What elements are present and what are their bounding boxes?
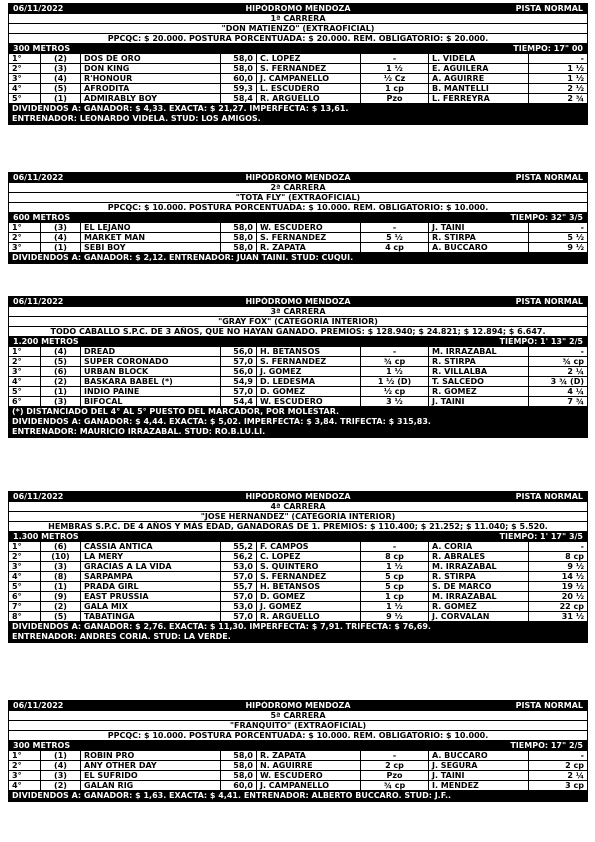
- jockey-name: W. ESCUDERO: [257, 397, 361, 406]
- result-row: [9, 357, 587, 367]
- winning-margin: ½ cp: [361, 387, 429, 396]
- result-row: [9, 347, 587, 357]
- track-condition: PISTA NORMAL: [515, 173, 583, 182]
- horse-name: MARKET MAN: [81, 233, 221, 242]
- race-summary-line: ENTRENADOR: MAURICIO IRRAZABAL. STUD: RO.B.LU.LI.: [9, 427, 587, 437]
- race-header: [9, 492, 587, 502]
- jockey-name: S. FERNANDEZ: [257, 233, 361, 242]
- cumulative-margin: 31 ½: [561, 612, 584, 621]
- track-condition: PISTA NORMAL: [515, 297, 583, 306]
- horse-weight: 58,0: [221, 233, 257, 242]
- track-name: HIPÓDROMO MENDOZA: [245, 4, 351, 13]
- trainer-name: R. VILLALBA: [429, 367, 529, 376]
- finish-position: 2°: [9, 552, 41, 561]
- winning-margin: 1 cp: [361, 84, 429, 93]
- horse-name: SUPER CORONADO: [81, 357, 221, 366]
- result-row: [9, 552, 587, 562]
- race-distance: 300 METROS: [13, 44, 71, 53]
- horse-weight: 58,0: [221, 223, 257, 232]
- jockey-name: S. FERNANDEZ: [257, 357, 361, 366]
- finish-position: 3°: [9, 74, 41, 83]
- result-row: [9, 377, 587, 387]
- horse-name: GRACIAS A LA VIDA: [81, 562, 221, 571]
- cumulative-margin: 4 ¼: [567, 387, 584, 396]
- jockey-name: S. QUINTERO: [257, 562, 361, 571]
- winning-margin: 5 ½: [361, 233, 429, 242]
- cumulative-margin: 14 ½: [561, 572, 584, 581]
- cumulative-margin: 22 cp: [559, 602, 584, 611]
- horse-name: SARPAMPA: [81, 572, 221, 581]
- result-row: [9, 243, 587, 253]
- post-number: (8): [41, 572, 81, 581]
- post-number: (6): [41, 367, 81, 376]
- finish-position: 2°: [9, 357, 41, 366]
- trainer-name: L. FERREYRA: [429, 94, 529, 103]
- horse-weight: 58,0: [221, 243, 257, 252]
- horse-weight: 56,0: [221, 367, 257, 376]
- finish-position: 5°: [9, 387, 41, 396]
- cumulative-margin: -: [580, 54, 584, 63]
- winning-margin: Pzo: [361, 771, 429, 780]
- horse-weight: 56,0: [221, 347, 257, 356]
- horse-weight: 55,7: [221, 582, 257, 591]
- finish-position: 3°: [9, 771, 41, 780]
- distance-row: [9, 337, 587, 347]
- post-number: (2): [41, 602, 81, 611]
- trainer-name: J. TAINI: [429, 771, 529, 780]
- horse-weight: 57,0: [221, 612, 257, 621]
- race-block: [8, 172, 588, 264]
- horse-name: R'HONOUR: [81, 74, 221, 83]
- cumulative-margin: 2 ¼: [567, 771, 584, 780]
- race-distance: 1.300 METROS: [13, 532, 79, 541]
- horse-weight: 58,0: [221, 64, 257, 73]
- result-row: [9, 771, 587, 781]
- jockey-name: S. FERNANDEZ: [257, 64, 361, 73]
- race-date: 06/11/2022: [13, 4, 64, 13]
- result-row: [9, 562, 587, 572]
- horse-weight: 57,0: [221, 572, 257, 581]
- horse-weight: 55,2: [221, 542, 257, 551]
- trainer-name: R. STIRPA: [429, 572, 529, 581]
- track-name: HIPÓDROMO MENDOZA: [245, 701, 351, 710]
- race-header: [9, 4, 587, 14]
- cumulative-margin: 3 cp: [565, 781, 584, 790]
- race-distance: 600 METROS: [13, 213, 71, 222]
- horse-name: TABATINGA: [81, 612, 221, 621]
- finish-position: 3°: [9, 243, 41, 252]
- trainer-name: M. IRRAZABAL: [429, 347, 529, 356]
- horse-name: EL SUFRIDO: [81, 771, 221, 780]
- race-time: TIEMPO: 17" 2/5: [510, 741, 583, 750]
- race-name: "FRANQUITO" (EXTRAOFICIAL): [9, 721, 587, 731]
- post-number: (1): [41, 94, 81, 103]
- jockey-name: S. FERNANDEZ: [257, 572, 361, 581]
- horse-weight: 58,0: [221, 761, 257, 770]
- race-block: [8, 296, 588, 438]
- horse-name: CASSIA ANTICA: [81, 542, 221, 551]
- winning-margin: 1 ½: [361, 562, 429, 571]
- finish-position: 3°: [9, 367, 41, 376]
- horse-name: ADMIRABLY BOY: [81, 94, 221, 103]
- race-block: [8, 491, 588, 643]
- finish-position: 7°: [9, 602, 41, 611]
- trainer-name: M. IRRAZABAL: [429, 592, 529, 601]
- winning-margin: ¾ cp: [361, 781, 429, 790]
- trainer-name: T. SALCEDO: [429, 377, 529, 386]
- race-name: "DON MATIENZO" (EXTRAOFICIAL): [9, 24, 587, 34]
- result-row: [9, 94, 587, 104]
- result-row: [9, 54, 587, 64]
- cumulative-margin: ¾ cp: [562, 357, 584, 366]
- finish-position: 2°: [9, 64, 41, 73]
- race-name: "GRAY FOX" (CATEGORÍA INTERIOR): [9, 317, 587, 327]
- race-summary-line: ENTRENADOR: LEONARDO VIDELA. STUD: LOS AMIGOS.: [9, 114, 587, 124]
- trainer-name: A. BUCCARO: [429, 243, 529, 252]
- cumulative-margin: 19 ½: [561, 582, 584, 591]
- horse-weight: 58,0: [221, 751, 257, 760]
- jockey-name: J. GOMEZ: [257, 367, 361, 376]
- horse-name: ANY OTHER DAY: [81, 761, 221, 770]
- cumulative-margin: -: [580, 542, 584, 551]
- jockey-name: F. CAMPOS: [257, 542, 361, 551]
- finish-position: 1°: [9, 751, 41, 760]
- race-name: "JOSE HERNANDEZ" (CATEGORÍA INTERIOR): [9, 512, 587, 522]
- winning-margin: 1 ½: [361, 367, 429, 376]
- finish-position: 3°: [9, 562, 41, 571]
- result-row: [9, 592, 587, 602]
- trainer-name: R. STIRPA: [429, 233, 529, 242]
- cumulative-margin: 2 ¼: [567, 367, 584, 376]
- finish-position: 6°: [9, 592, 41, 601]
- trainer-name: E. AGUILERA: [429, 64, 529, 73]
- cumulative-margin: 5 ½: [567, 233, 584, 242]
- finish-position: 1°: [9, 542, 41, 551]
- post-number: (4): [41, 74, 81, 83]
- trainer-name: A. CORIA: [429, 542, 529, 551]
- trainer-name: R. GOMEZ: [429, 602, 529, 611]
- result-row: [9, 761, 587, 771]
- post-number: (9): [41, 592, 81, 601]
- post-number: (3): [41, 64, 81, 73]
- race-summary-line: DIVIDENDOS A: GANADOR: $ 4,33. EXACTA: $ 21,27. IMPERFECTA: $ 13,61.: [9, 104, 587, 114]
- trainer-name: J. TAINI: [429, 223, 529, 232]
- horse-name: DREAD: [81, 347, 221, 356]
- trainer-name: B. MANTELLI: [429, 84, 529, 93]
- horse-weight: 54,4: [221, 397, 257, 406]
- jockey-name: J. GOMEZ: [257, 602, 361, 611]
- finish-position: 2°: [9, 761, 41, 770]
- post-number: (1): [41, 387, 81, 396]
- race-conditions: PPCQC: $ 10.000. POSTURA PORCENTUADA: $ 10.000. REM. OBLIGATORIO: $ 10.000.: [9, 203, 587, 213]
- winning-margin: ½ Cz: [361, 74, 429, 83]
- winning-margin: -: [361, 223, 429, 232]
- horse-name: DOS DE ORO: [81, 54, 221, 63]
- race-block: [8, 700, 588, 802]
- winning-margin: -: [361, 542, 429, 551]
- race-time: TIEMPO: 1' 13" 2/5: [499, 337, 583, 346]
- winning-margin: 1 ½ (D): [361, 377, 429, 386]
- trainer-name: J. SEGURA: [429, 761, 529, 770]
- finish-position: 1°: [9, 347, 41, 356]
- jockey-name: N. AGUIRRE: [257, 761, 361, 770]
- winning-margin: 4 cp: [361, 243, 429, 252]
- jockey-name: R. ARGUELLO: [257, 94, 361, 103]
- trainer-name: J. TAINI: [429, 397, 529, 406]
- result-row: [9, 387, 587, 397]
- cumulative-margin: 3 ¾ (D): [550, 377, 584, 386]
- result-row: [9, 751, 587, 761]
- horse-weight: 53,0: [221, 562, 257, 571]
- horse-weight: 56,2: [221, 552, 257, 561]
- race-time: TIEMPO: 1' 17" 3/5: [499, 532, 583, 541]
- trainer-name: I. MENDEZ: [429, 781, 529, 790]
- trainer-name: A. AGUIRRE: [429, 74, 529, 83]
- winning-margin: -: [361, 54, 429, 63]
- race-conditions: HEMBRAS S.P.C. DE 4 AÑOS Y MÁS EDAD, GANADORAS DE 1. PREMIOS: $ 110.400; $ 21.252; $ 11.040; $ 5.520.: [9, 522, 587, 532]
- jockey-name: J. CAMPANELLO: [257, 781, 361, 790]
- result-row: [9, 542, 587, 552]
- post-number: (1): [41, 243, 81, 252]
- jockey-name: H. BETANSOS: [257, 582, 361, 591]
- winning-margin: 1 ½: [361, 64, 429, 73]
- horse-name: PRADA GIRL: [81, 582, 221, 591]
- post-number: (3): [41, 562, 81, 571]
- result-row: [9, 223, 587, 233]
- horse-name: LA MERY: [81, 552, 221, 561]
- trainer-name: M. IRRAZABAL: [429, 562, 529, 571]
- horse-name: GALAN RIG: [81, 781, 221, 790]
- post-number: (2): [41, 54, 81, 63]
- race-summary-line: DIVIDENDOS A: GANADOR: $ 2,76. EXACTA: $ 11,30. IMPERFECTA: $ 7,91. TRIFECTA: $ 76,69.: [9, 622, 587, 632]
- result-row: [9, 612, 587, 622]
- race-summary-line: DIVIDENDOS A: GANADOR: $ 1,63. EXACTA: $ 4,41. ENTRENADOR: ALBERTO BUCCARO. STUD: J.F..: [9, 791, 587, 801]
- cumulative-margin: -: [580, 347, 584, 356]
- race-conditions: TODO CABALLO S.P.C. DE 3 AÑOS, QUE NO HAYAN GANADO. PREMIOS: $ 128.940; $ 24.821; $ 12.894; $ 6.647.: [9, 327, 587, 337]
- finish-position: 4°: [9, 572, 41, 581]
- jockey-name: D. GOMEZ: [257, 387, 361, 396]
- race-block: [8, 3, 588, 125]
- trainer-name: S. DE MARCO: [429, 582, 529, 591]
- finish-position: 4°: [9, 781, 41, 790]
- winning-margin: -: [361, 347, 429, 356]
- post-number: (2): [41, 377, 81, 386]
- horse-name: ROBIN PRO: [81, 751, 221, 760]
- horse-name: DON KING: [81, 64, 221, 73]
- horse-weight: 59,3: [221, 84, 257, 93]
- post-number: (5): [41, 612, 81, 621]
- horse-weight: 60,0: [221, 781, 257, 790]
- track-condition: PISTA NORMAL: [515, 492, 583, 501]
- finish-position: 1°: [9, 54, 41, 63]
- winning-margin: 1 ½: [361, 602, 429, 611]
- race-summary-line: DIVIDENDOS A: GANADOR: $ 2,12. ENTRENADOR: JUAN TAINI. STUD: CUQUI.: [9, 253, 587, 263]
- horse-name: INDIO PAINE: [81, 387, 221, 396]
- result-row: [9, 572, 587, 582]
- race-summary-line: DIVIDENDOS A: GANADOR: $ 4,44. EXACTA: $ 5,02. IMPERFECTA: $ 3,84. TRIFECTA: $ 315,83.: [9, 417, 587, 427]
- horse-name: EL LEJANO: [81, 223, 221, 232]
- jockey-name: C. LOPEZ: [257, 54, 361, 63]
- horse-name: SEBI BOY: [81, 243, 221, 252]
- jockey-name: R. ARGUELLO: [257, 612, 361, 621]
- winning-margin: 2 cp: [361, 761, 429, 770]
- result-row: [9, 397, 587, 407]
- race-number: 2ª CARRERA: [9, 183, 587, 193]
- horse-name: GALA MIX: [81, 602, 221, 611]
- post-number: (6): [41, 542, 81, 551]
- finish-position: 2°: [9, 233, 41, 242]
- race-header: [9, 701, 587, 711]
- horse-weight: 58,4: [221, 94, 257, 103]
- post-number: (4): [41, 761, 81, 770]
- finish-position: 8°: [9, 612, 41, 621]
- result-row: [9, 781, 587, 791]
- trainer-name: L. VIDELA: [429, 54, 529, 63]
- race-time: TIEMPO: 32" 3/5: [510, 213, 583, 222]
- race-header: [9, 297, 587, 307]
- race-distance: 1.200 METROS: [13, 337, 79, 346]
- winning-margin: 8 cp: [361, 552, 429, 561]
- winning-margin: -: [361, 751, 429, 760]
- post-number: (4): [41, 347, 81, 356]
- cumulative-margin: 20 ½: [561, 592, 584, 601]
- post-number: (5): [41, 357, 81, 366]
- result-row: [9, 582, 587, 592]
- distance-row: [9, 213, 587, 223]
- cumulative-margin: 8 cp: [565, 552, 584, 561]
- post-number: (4): [41, 233, 81, 242]
- finish-position: 1°: [9, 223, 41, 232]
- track-condition: PISTA NORMAL: [515, 701, 583, 710]
- trainer-name: A. BUCCARO: [429, 751, 529, 760]
- winning-margin: 1 cp: [361, 592, 429, 601]
- horse-name: URBAN BLOCK: [81, 367, 221, 376]
- track-condition: PISTA NORMAL: [515, 4, 583, 13]
- race-time: TIEMPO: 17" 00: [513, 44, 583, 53]
- horse-weight: 58,0: [221, 771, 257, 780]
- winning-margin: ¾ cp: [361, 357, 429, 366]
- cumulative-margin: 9 ½: [567, 562, 584, 571]
- jockey-name: L. ESCUDERO: [257, 84, 361, 93]
- post-number: (3): [41, 771, 81, 780]
- jockey-name: C. LOPEZ: [257, 552, 361, 561]
- finish-position: 4°: [9, 377, 41, 386]
- cumulative-margin: 2 ½: [567, 84, 584, 93]
- track-name: HIPÓDROMO MENDOZA: [245, 297, 351, 306]
- race-number: 5ª CARRERA: [9, 711, 587, 721]
- result-row: [9, 602, 587, 612]
- cumulative-margin: 7 ¾: [567, 397, 584, 406]
- winning-margin: Pzo: [361, 94, 429, 103]
- cumulative-margin: -: [580, 751, 584, 760]
- horse-weight: 57,0: [221, 387, 257, 396]
- race-distance: 300 METROS: [13, 741, 71, 750]
- race-summary-line: ENTRENADOR: ANDRES CORIA. STUD: LA VERDE.: [9, 632, 587, 642]
- post-number: (3): [41, 223, 81, 232]
- race-date: 06/11/2022: [13, 173, 64, 182]
- horse-weight: 53,0: [221, 602, 257, 611]
- result-row: [9, 233, 587, 243]
- post-number: (2): [41, 781, 81, 790]
- finish-position: 5°: [9, 94, 41, 103]
- finish-position: 6°: [9, 397, 41, 406]
- result-row: [9, 84, 587, 94]
- winning-margin: 5 cp: [361, 572, 429, 581]
- trainer-name: R. STIRPA: [429, 357, 529, 366]
- cumulative-margin: 2 ¾: [567, 94, 584, 103]
- cumulative-margin: 1 ½: [567, 64, 584, 73]
- horse-weight: 57,0: [221, 592, 257, 601]
- horse-name: EAST PRUSSIA: [81, 592, 221, 601]
- finish-position: 4°: [9, 84, 41, 93]
- jockey-name: W. ESCUDERO: [257, 223, 361, 232]
- jockey-name: D. LEDESMA: [257, 377, 361, 386]
- finish-position: 5°: [9, 582, 41, 591]
- jockey-name: J. CAMPANELLO: [257, 74, 361, 83]
- winning-margin: 5 cp: [361, 582, 429, 591]
- race-date: 06/11/2022: [13, 297, 64, 306]
- winning-margin: 3 ½: [361, 397, 429, 406]
- post-number: (5): [41, 84, 81, 93]
- trainer-name: R. GOMEZ: [429, 387, 529, 396]
- cumulative-margin: 9 ½: [567, 243, 584, 252]
- race-date: 06/11/2022: [13, 701, 64, 710]
- track-name: HIPÓDROMO MENDOZA: [245, 492, 351, 501]
- result-row: [9, 74, 587, 84]
- horse-weight: 60,0: [221, 74, 257, 83]
- horse-name: BIFOCAL: [81, 397, 221, 406]
- post-number: (1): [41, 582, 81, 591]
- cumulative-margin: 1 ½: [567, 74, 584, 83]
- horse-weight: 57,0: [221, 357, 257, 366]
- trainer-name: R. ABRALES: [429, 552, 529, 561]
- race-number: 1ª CARRERA: [9, 14, 587, 24]
- cumulative-margin: 2 cp: [565, 761, 584, 770]
- horse-weight: 54,9: [221, 377, 257, 386]
- race-date: 06/11/2022: [13, 492, 64, 501]
- distance-row: [9, 741, 587, 751]
- race-number: 4ª CARRERA: [9, 502, 587, 512]
- post-number: (10): [41, 552, 81, 561]
- horse-name: AFRODITA: [81, 84, 221, 93]
- jockey-name: R. ZAPATA: [257, 751, 361, 760]
- race-number: 3ª CARRERA: [9, 307, 587, 317]
- result-row: [9, 367, 587, 377]
- post-number: (3): [41, 397, 81, 406]
- distance-row: [9, 532, 587, 542]
- cumulative-margin: -: [580, 223, 584, 232]
- result-row: [9, 64, 587, 74]
- race-conditions: PPCQC: $ 10.000. POSTURA PORCENTUADA: $ 10.000. REM. OBLIGATORIO: $ 10.000.: [9, 731, 587, 741]
- distance-row: [9, 44, 587, 54]
- trainer-name: J. CORVALAN: [429, 612, 529, 621]
- track-name: HIPÓDROMO MENDOZA: [245, 173, 351, 182]
- race-header: [9, 173, 587, 183]
- race-conditions: PPCQC: $ 20.000. POSTURA PORCENTUADA: $ 20.000. REM. OBLIGATORIO: $ 20.000.: [9, 34, 587, 44]
- race-summary-line: (*) DISTANCIADO DEL 4° AL 5° PUESTO DEL MARCADOR, POR MOLESTAR.: [9, 407, 587, 417]
- winning-margin: 9 ½: [361, 612, 429, 621]
- horse-weight: 58,0: [221, 54, 257, 63]
- jockey-name: R. ZAPATA: [257, 243, 361, 252]
- jockey-name: W. ESCUDERO: [257, 771, 361, 780]
- race-name: "TOTA FLY" (EXTRAOFICIAL): [9, 193, 587, 203]
- horse-name: BASKARA BABEL (*): [81, 377, 221, 386]
- post-number: (1): [41, 751, 81, 760]
- jockey-name: H. BETANSOS: [257, 347, 361, 356]
- jockey-name: D. GOMEZ: [257, 592, 361, 601]
